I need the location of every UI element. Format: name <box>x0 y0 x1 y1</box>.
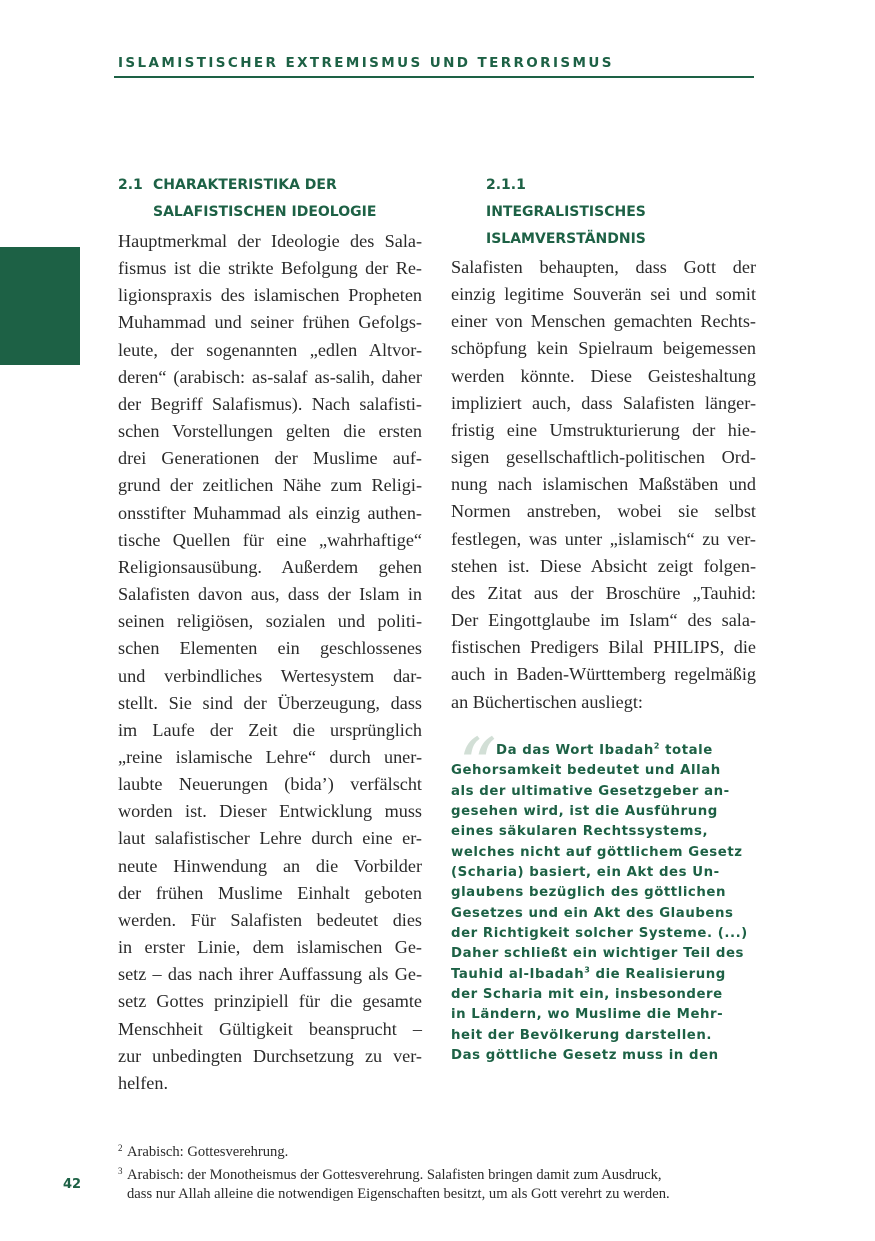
text-line: setz Gottes prinzipiell für die gesamte <box>118 991 422 1012</box>
left-column-body <box>118 228 422 1097</box>
quote-line: Tauhid al-Ibadah$^3$ die Realisierung <box>451 965 726 982</box>
quote-line: Da das Wort Ibadah$^2$ totale <box>496 741 713 758</box>
block-quote <box>451 741 756 1067</box>
text-line: schen Vorstellungen gelten die ersten <box>118 421 422 442</box>
text-line: glaubens bezüglich des göttlichen <box>451 885 726 901</box>
text-line: und verbindliches Wertesystem dar- <box>118 665 422 686</box>
text-line: deren“ (arabisch: as-salaf as-salih, daher <box>118 366 422 387</box>
text-line: Menschheit Gültigkeit beansprucht – <box>118 1018 422 1039</box>
section-heading-2-1-1 <box>486 172 756 253</box>
text-line: der Scharia mit ein, insbesondere <box>451 987 723 1003</box>
text-line: einer von Menschen gemachten Rechts- <box>451 311 756 332</box>
text-line: der Richtigkeit solcher Systeme. (...) <box>451 926 748 942</box>
right-column-body <box>451 254 756 716</box>
text-line: stehen ist. Diese Absicht zeigt folgen- <box>451 555 756 576</box>
text-line: schöpfung kein Spielraum beigemessen <box>451 338 756 359</box>
subsection-number: 2.1.1 <box>486 177 526 193</box>
text-line: Gesetzes und ein Akt des Glaubens <box>451 905 734 921</box>
text-line: im Laufe der Zeit die ursprünglich <box>118 719 422 740</box>
subsection-title-line2: ISLAMVERSTÄNDNIS <box>486 231 646 247</box>
text-line: Salafisten davon aus, dass der Islam in <box>118 584 422 605</box>
section-heading-2-1 <box>118 172 438 226</box>
text-line: nung nach islamischen Maßstäben und <box>451 474 756 495</box>
text-line: leute, der sogenannten „edlen Altvor- <box>118 339 422 360</box>
text-line: Das göttliche Gesetz muss in den <box>451 1048 719 1064</box>
text-line: Daher schließt ein wichtiger Teil des <box>451 946 744 962</box>
text-line: fismus ist die strikte Befolgung der Re- <box>118 258 422 279</box>
text-line: der frühen Muslime Einhalt geboten <box>118 882 422 903</box>
text-line: schen Elementen ein geschlossenes <box>118 638 422 659</box>
text-line: des Zitat aus der Broschüre „Tauhid: <box>451 582 756 603</box>
footnote-2: 2 Arabisch: Gottesverehrung. <box>118 1143 289 1160</box>
text-line: laubte Neuerungen (bida’) verfälscht <box>118 774 422 795</box>
text-line: ligionspraxis des islamischen Propheten <box>118 285 422 306</box>
text-line: impliziert auch, dass Salafisten länger- <box>451 392 756 413</box>
text-line: werden könnte. Diese Geisteshaltung <box>451 365 756 386</box>
quote-mark-icon: “ <box>458 721 497 810</box>
text-line: eines säkularen Rechtssystems, <box>451 824 709 840</box>
section-number: 2.1 <box>118 177 143 193</box>
text-line: der Begriff Salafismus). Nach salafisti- <box>118 393 422 414</box>
section-title-line2: SALAFISTISCHEN IDEOLOGIE <box>153 204 377 220</box>
text-line: als der ultimative Gesetzgeber an- <box>451 783 730 799</box>
text-line: Religionsausübung. Außerdem gehen <box>118 556 422 577</box>
text-line: in erster Linie, dem islamischen Ge- <box>118 937 422 958</box>
text-line: Hauptmerkmal der Ideologie des Sala- <box>118 231 422 251</box>
chapter-side-tab <box>0 247 80 365</box>
text-line: welches nicht auf göttlichem Gesetz <box>451 844 743 860</box>
text-line: (Scharia) basiert, ein Akt des Un- <box>451 865 720 881</box>
text-line: Salafisten behaupten, dass Gott der <box>451 257 756 277</box>
header-rule <box>114 76 754 78</box>
text-line: setz – das nach ihrer Auffassung als Ge- <box>118 964 422 985</box>
text-line: onsstifter Muhammad als einzig authen- <box>118 502 422 523</box>
text-line: drei Generationen der Muslime auf- <box>118 448 422 469</box>
text-line: fistischen Predigers Bilal PHILIPS, die <box>451 637 756 658</box>
text-line: festlegen, was unter „islamisch“ zu ver- <box>451 528 756 549</box>
page-number: 42 <box>63 1177 82 1192</box>
text-line: Normen anstreben, wobei sie selbst <box>451 501 756 522</box>
text-line: an Büchertischen ausliegt: <box>451 691 643 712</box>
text-line: stellt. Sie sind der Überzeugung, dass <box>118 692 422 713</box>
text-line: seinen religiösen, sozialen und politi- <box>118 611 422 632</box>
text-line: worden ist. Dieser Entwicklung muss <box>118 801 422 822</box>
subsection-title-line1: INTEGRALISTISCHES <box>486 204 646 220</box>
text-line: auch in Baden-Württemberg regelmäßig <box>451 664 756 685</box>
text-line: tische Quellen für eine „wahrhaftige“ <box>118 529 422 550</box>
text-line: Muhammad und seiner frühen Gefolgs- <box>118 312 422 333</box>
text-line: heit der Bevölkerung darstellen. <box>451 1027 712 1043</box>
footnote-3-continuation: dass nur Allah alleine die notwendigen Eigenschaften besitzt, um als Gott verehrt zu werden. <box>127 1186 670 1203</box>
footnote-3: 3 Arabisch: der Monotheismus der Gottesverehrung. Salafisten bringen damit zum Ausdruck, <box>118 1166 662 1184</box>
text-line: neute Hinwendung an die Vorbilder <box>118 855 422 876</box>
text-line: einzig legitime Souverän sei und somit <box>451 284 756 305</box>
text-line: Gehorsamkeit bedeutet und Allah <box>451 763 721 779</box>
running-header-title: ISLAMISTISCHER EXTREMISMUS UND TERRORISMUS <box>118 55 614 71</box>
text-line: zur unbedingten Durchsetzung zu ver- <box>118 1045 422 1066</box>
text-line: in Ländern, wo Muslime die Mehr- <box>451 1007 724 1023</box>
text-line: helfen. <box>118 1072 168 1093</box>
text-line: werden. Für Salafisten bedeutet dies <box>118 909 422 930</box>
text-line: „reine islamische Lehre“ durch uner- <box>118 746 422 767</box>
text-line: Der Eingottglaube im Islam“ des sala- <box>451 610 756 631</box>
text-line: gesehen wird, ist die Ausführung <box>451 804 718 820</box>
text-line: fristig eine Umstrukturierung der hie- <box>451 419 756 440</box>
section-title-line1: CHARAKTERISTIKA DER <box>153 177 337 193</box>
text-line: grund der zeitlichen Nähe zum Religi- <box>118 475 422 496</box>
footnotes <box>118 1139 758 1205</box>
text-line: sigen gesellschaftlich-politischen Ord- <box>451 447 756 468</box>
text-line: laut salafistischer Lehre durch eine er- <box>118 828 422 849</box>
